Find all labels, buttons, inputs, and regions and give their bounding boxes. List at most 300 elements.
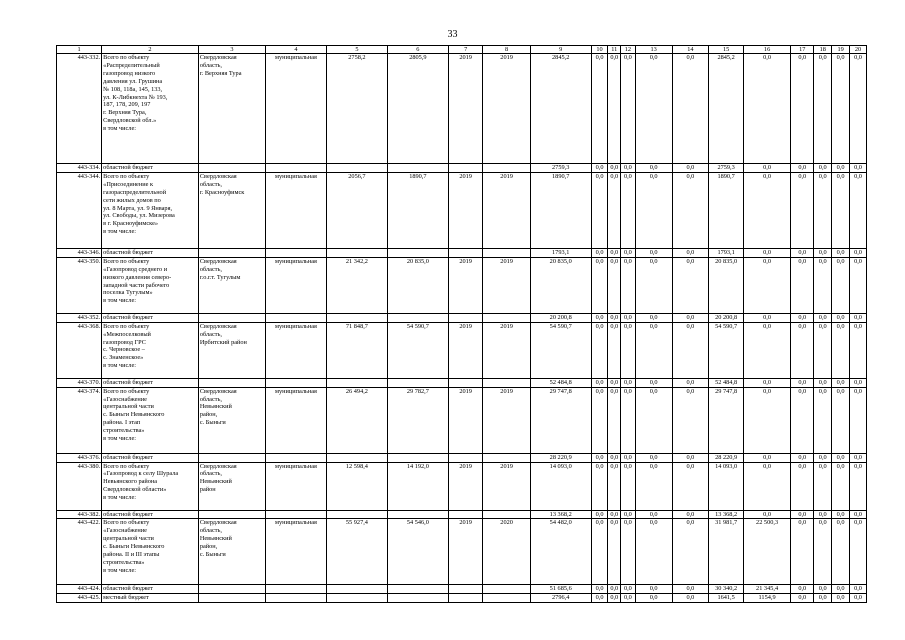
table-cell [483, 313, 530, 322]
row-code: 443-368. [57, 322, 102, 378]
table-cell: 2019 [483, 387, 530, 453]
table-cell: 0,0 [635, 322, 672, 378]
table-cell: 0,0 [832, 313, 850, 322]
table-cell: 2758,2 [326, 54, 387, 164]
table-cell: 0,0 [621, 594, 636, 603]
row-code: 443-370. [57, 378, 102, 387]
table-cell [483, 510, 530, 519]
table-cell: 0,0 [814, 510, 832, 519]
table-cell: 0,0 [672, 462, 709, 510]
table-row [57, 313, 867, 322]
table-cell [326, 313, 387, 322]
table-cell [483, 585, 530, 594]
row-code: 443-424. [57, 585, 102, 594]
table-cell: 0,0 [608, 322, 621, 378]
table-cell: 0,0 [814, 387, 832, 453]
table-cell: 0,0 [850, 378, 867, 387]
object-name: областной бюджет [102, 378, 199, 387]
table-cell: 0,0 [621, 462, 636, 510]
table-cell: 0,0 [832, 378, 850, 387]
table-cell: 0,0 [621, 453, 636, 462]
column-number: 11 [608, 46, 621, 54]
table-cell [448, 378, 483, 387]
table-cell: 0,0 [791, 164, 814, 173]
table-cell: 0,0 [621, 172, 636, 248]
table-cell [387, 585, 448, 594]
table-cell: муниципальная [266, 172, 327, 248]
table-cell: 0,0 [832, 322, 850, 378]
table-cell: 0,0 [832, 510, 850, 519]
table-row [57, 387, 867, 453]
table-cell: 2805,9 [387, 54, 448, 164]
table-cell: Свердловская область, Невьянский район [198, 462, 265, 510]
object-name: Всего по объекту «Межпоселковый газопровод ГРС с. Черновское – с. Знаменское» в том числе: [102, 322, 199, 378]
column-number: 10 [591, 46, 608, 54]
row-code: 443-344. [57, 172, 102, 248]
table-cell: 1890,7 [387, 172, 448, 248]
table-cell [198, 378, 265, 387]
table-cell: 0,0 [814, 54, 832, 164]
object-name: Всего по объекту «Присоединение к газораспределительной сети жилых домов по ул. 8 Марта, ул. 9 Января, ул. Свободы, ул. Мизерова в г. Красноуфимске» в том числе: [102, 172, 199, 248]
table-cell: 28 220,9 [530, 453, 591, 462]
table-cell: 54 482,0 [530, 519, 591, 585]
table-cell: 0,0 [635, 462, 672, 510]
table-cell: 0,0 [635, 519, 672, 585]
table-cell: 0,0 [591, 313, 608, 322]
table-cell: 0,0 [850, 387, 867, 453]
table-cell [326, 510, 387, 519]
column-number: 17 [791, 46, 814, 54]
table-cell: 0,0 [591, 510, 608, 519]
table-cell: 0,0 [832, 164, 850, 173]
table-cell: 2845,2 [709, 54, 744, 164]
table-cell: 0,0 [621, 378, 636, 387]
table-cell [198, 453, 265, 462]
table-cell: 2019 [448, 322, 483, 378]
table-cell: 0,0 [814, 248, 832, 257]
table-cell: 0,0 [635, 453, 672, 462]
table-cell: 12 598,4 [326, 462, 387, 510]
table-cell: 1890,7 [530, 172, 591, 248]
budget-table [56, 45, 867, 603]
row-code: 443-352. [57, 313, 102, 322]
table-cell: 0,0 [791, 510, 814, 519]
object-name: областной бюджет [102, 313, 199, 322]
table-cell: 0,0 [850, 462, 867, 510]
table-row [57, 462, 867, 510]
table-cell: 0,0 [608, 594, 621, 603]
table-cell: 20 200,8 [709, 313, 744, 322]
object-name: областной бюджет [102, 510, 199, 519]
table-cell [198, 585, 265, 594]
table-cell: 0,0 [832, 585, 850, 594]
table-cell [448, 164, 483, 173]
table-cell: 0,0 [814, 462, 832, 510]
table-cell: 0,0 [814, 594, 832, 603]
table-cell: 22 500,3 [743, 519, 790, 585]
table-cell: 31 981,7 [709, 519, 744, 585]
table-cell: 54 546,0 [387, 519, 448, 585]
table-cell: 0,0 [814, 585, 832, 594]
table-cell: 0,0 [850, 172, 867, 248]
table-cell: 0,0 [672, 257, 709, 313]
table-cell: 2019 [448, 462, 483, 510]
column-number: 3 [198, 46, 265, 54]
table-cell [448, 313, 483, 322]
table-cell: Свердловская область, Невьянский район, с. Быньги [198, 519, 265, 585]
column-number: 9 [530, 46, 591, 54]
table-cell [198, 510, 265, 519]
table-cell: 0,0 [832, 248, 850, 257]
table-cell: 71 848,7 [326, 322, 387, 378]
table-cell [326, 164, 387, 173]
table-cell: 0,0 [672, 248, 709, 257]
table-cell: 0,0 [743, 257, 790, 313]
column-number: 5 [326, 46, 387, 54]
table-cell: 0,0 [672, 594, 709, 603]
table-cell: 20 835,0 [387, 257, 448, 313]
table-cell: 0,0 [635, 313, 672, 322]
table-cell: 0,0 [814, 313, 832, 322]
table-cell: 51 685,6 [530, 585, 591, 594]
page-number: 33 [447, 29, 458, 40]
table-cell: 2019 [448, 519, 483, 585]
table-cell: 0,0 [635, 387, 672, 453]
table-cell: 0,0 [672, 54, 709, 164]
table-cell: 0,0 [621, 54, 636, 164]
table-cell [198, 164, 265, 173]
table-cell: 2019 [448, 257, 483, 313]
object-name: Всего по объекту «Газопровод к селу Шурала Невьянского района Свердловской области» в том числе: [102, 462, 199, 510]
table-cell: 0,0 [591, 387, 608, 453]
table-cell: 2019 [483, 462, 530, 510]
object-name: Всего по объекту «Газоснабжение центральной части с. Быньги Невьянского района. I этап строительства» в том числе: [102, 387, 199, 453]
table-cell: муниципальная [266, 387, 327, 453]
table-cell: 2019 [483, 322, 530, 378]
table-cell: 14 192,0 [387, 462, 448, 510]
table-cell: 52 484,8 [530, 378, 591, 387]
table-cell: 0,0 [743, 164, 790, 173]
object-name: областной бюджет [102, 164, 199, 173]
row-code: 443-332. [57, 54, 102, 164]
table-cell: 0,0 [591, 585, 608, 594]
table-cell: 0,0 [850, 453, 867, 462]
table-cell: 0,0 [814, 453, 832, 462]
row-code: 443-374. [57, 387, 102, 453]
table-cell: 29 747,8 [709, 387, 744, 453]
table-cell: муниципальная [266, 54, 327, 164]
table-cell: 0,0 [672, 164, 709, 173]
table-cell [266, 164, 327, 173]
table-cell: 0,0 [635, 54, 672, 164]
table-cell: 0,0 [608, 248, 621, 257]
table-cell: 0,0 [608, 453, 621, 462]
table-cell: 0,0 [621, 248, 636, 257]
table-cell: 0,0 [743, 172, 790, 248]
table-cell: муниципальная [266, 257, 327, 313]
table-cell: 0,0 [743, 322, 790, 378]
table-cell [387, 453, 448, 462]
table-cell: 0,0 [591, 594, 608, 603]
table-cell: 0,0 [608, 585, 621, 594]
table-cell [448, 510, 483, 519]
table-cell: 0,0 [591, 164, 608, 173]
table-cell: 0,0 [832, 519, 850, 585]
table-cell: 0,0 [850, 164, 867, 173]
table-cell: 2845,2 [530, 54, 591, 164]
table-cell: 54 590,7 [387, 322, 448, 378]
table-cell: 0,0 [791, 313, 814, 322]
table-row [57, 585, 867, 594]
table-body [57, 46, 867, 603]
table-row [57, 164, 867, 173]
table-cell: 2056,7 [326, 172, 387, 248]
table-cell: 0,0 [608, 54, 621, 164]
table-cell: 0,0 [635, 594, 672, 603]
table-cell: 0,0 [791, 54, 814, 164]
table-cell: 0,0 [791, 453, 814, 462]
table-cell: 0,0 [591, 257, 608, 313]
table-cell: 0,0 [608, 378, 621, 387]
table-cell: 0,0 [791, 248, 814, 257]
table-cell [387, 313, 448, 322]
table-cell [266, 453, 327, 462]
table-cell: 2019 [483, 257, 530, 313]
table-cell: 0,0 [635, 378, 672, 387]
table-cell: 0,0 [635, 257, 672, 313]
table-row [57, 378, 867, 387]
table-cell: 0,0 [621, 519, 636, 585]
table-cell [483, 453, 530, 462]
table-cell [387, 164, 448, 173]
table-cell: 0,0 [621, 510, 636, 519]
row-code: 443-425. [57, 594, 102, 603]
table-cell: 0,0 [591, 519, 608, 585]
table-row [57, 322, 867, 378]
table-cell: 0,0 [621, 257, 636, 313]
column-number: 2 [102, 46, 199, 54]
row-code: 443-422. [57, 519, 102, 585]
table-cell [326, 594, 387, 603]
table-cell: 0,0 [832, 453, 850, 462]
table-cell: 0,0 [591, 248, 608, 257]
table-cell: 0,0 [672, 519, 709, 585]
table-cell: 0,0 [635, 510, 672, 519]
table-cell: 0,0 [672, 322, 709, 378]
table-cell: 0,0 [832, 462, 850, 510]
table-cell: 2759,3 [530, 164, 591, 173]
table-cell: 0,0 [791, 594, 814, 603]
table-cell [266, 378, 327, 387]
table-cell: Свердловская область, г.о.г.т. Тугулым [198, 257, 265, 313]
table-cell: 29 782,7 [387, 387, 448, 453]
column-number: 4 [266, 46, 327, 54]
table-cell: 13 368,2 [530, 510, 591, 519]
table-cell: 0,0 [591, 378, 608, 387]
table-cell: 0,0 [608, 172, 621, 248]
table-cell [266, 248, 327, 257]
table-cell: 2020 [483, 519, 530, 585]
table-row [57, 519, 867, 585]
table-cell: 0,0 [850, 54, 867, 164]
table-cell: 0,0 [608, 164, 621, 173]
row-code: 443-376. [57, 453, 102, 462]
column-number: 1 [57, 46, 102, 54]
table-cell: 0,0 [672, 172, 709, 248]
table-cell: 0,0 [814, 164, 832, 173]
table-cell: 0,0 [791, 585, 814, 594]
table-cell [483, 594, 530, 603]
table-row [57, 257, 867, 313]
table-cell: 0,0 [621, 387, 636, 453]
table-cell [448, 585, 483, 594]
table-cell: 1154,9 [743, 594, 790, 603]
table-cell: Свердловская область, г. Красноуфимск [198, 172, 265, 248]
table-cell: 26 494,2 [326, 387, 387, 453]
table-cell: 0,0 [621, 313, 636, 322]
table-cell: 0,0 [743, 248, 790, 257]
table-cell [483, 378, 530, 387]
object-name: Всего по объекту «Газопровод среднего и низкого давления северо- западной части рабочего поселка Тугулым» в том числе: [102, 257, 199, 313]
table-cell: 0,0 [635, 585, 672, 594]
table-cell [387, 378, 448, 387]
table-cell: 0,0 [791, 257, 814, 313]
table-cell: 0,0 [672, 453, 709, 462]
table-cell: 0,0 [850, 322, 867, 378]
table-cell: 2796,4 [530, 594, 591, 603]
table-cell: 0,0 [850, 257, 867, 313]
table-cell: 28 220,9 [709, 453, 744, 462]
table-cell [387, 510, 448, 519]
table-cell [266, 510, 327, 519]
table-cell: 0,0 [635, 248, 672, 257]
table-row [57, 510, 867, 519]
table-cell: 0,0 [814, 378, 832, 387]
column-number: 12 [621, 46, 636, 54]
table-cell: муниципальная [266, 462, 327, 510]
table-cell: 0,0 [791, 172, 814, 248]
table-cell [198, 248, 265, 257]
column-number: 20 [850, 46, 867, 54]
table-cell: 0,0 [743, 387, 790, 453]
table-cell: 0,0 [832, 54, 850, 164]
table-cell: 0,0 [743, 510, 790, 519]
object-name: Всего по объекту «Газоснабжение центральной части с. Быньги Невьянского района. II и III этапы строительства» в том числе: [102, 519, 199, 585]
table-cell: 0,0 [791, 519, 814, 585]
object-name: местный бюджет [102, 594, 199, 603]
table-cell: 0,0 [814, 322, 832, 378]
table-cell: 0,0 [608, 387, 621, 453]
table-cell: 0,0 [743, 378, 790, 387]
table-cell: 0,0 [591, 453, 608, 462]
table-cell: 55 927,4 [326, 519, 387, 585]
table-cell: 2019 [448, 54, 483, 164]
table-row [57, 453, 867, 462]
table-row [57, 54, 867, 164]
table-cell: 2019 [483, 54, 530, 164]
object-name: Всего по объекту «Распределительный газопровод низкого давления ул. Грушина № 108, 118а, 145, 133, ул. К-Либкнехта № 193, 187, 178, 209, 197 г. Верхняя Тура, Свердловской обл.» в том числе: [102, 54, 199, 164]
table-cell: 2019 [483, 172, 530, 248]
table-cell: 0,0 [791, 322, 814, 378]
table-cell: 0,0 [850, 313, 867, 322]
table-cell: 2759,3 [709, 164, 744, 173]
table-cell: 0,0 [743, 313, 790, 322]
table-cell: 2019 [448, 172, 483, 248]
column-number: 6 [387, 46, 448, 54]
column-number: 19 [832, 46, 850, 54]
table-cell: 0,0 [850, 248, 867, 257]
table-cell: 0,0 [672, 585, 709, 594]
table-cell [326, 453, 387, 462]
table-cell: 0,0 [814, 257, 832, 313]
object-name: областной бюджет [102, 248, 199, 257]
table-cell [483, 164, 530, 173]
table-cell: 52 484,8 [709, 378, 744, 387]
table-cell: 30 340,2 [709, 585, 744, 594]
table-cell: 0,0 [621, 322, 636, 378]
table-cell: 2019 [448, 387, 483, 453]
table-cell: 0,0 [850, 585, 867, 594]
table-cell [387, 594, 448, 603]
table-cell: 0,0 [791, 462, 814, 510]
table-cell: 0,0 [743, 462, 790, 510]
table-cell: 0,0 [608, 519, 621, 585]
table-cell: 14 093,0 [530, 462, 591, 510]
table-cell [387, 248, 448, 257]
table-cell: 20 200,8 [530, 313, 591, 322]
table-cell: 54 590,7 [709, 322, 744, 378]
table-cell: 0,0 [608, 313, 621, 322]
table-cell: 0,0 [635, 164, 672, 173]
table-cell: 54 590,7 [530, 322, 591, 378]
row-code: 443-380. [57, 462, 102, 510]
table-cell [326, 248, 387, 257]
table-cell: 0,0 [621, 585, 636, 594]
table-cell [266, 313, 327, 322]
table-cell [448, 248, 483, 257]
table-cell: 0,0 [832, 172, 850, 248]
table-cell: 0,0 [791, 387, 814, 453]
table-cell: муниципальная [266, 519, 327, 585]
table-cell: 0,0 [832, 257, 850, 313]
table-cell: 20 835,0 [530, 257, 591, 313]
table-cell: 0,0 [635, 172, 672, 248]
table-cell: 0,0 [814, 172, 832, 248]
table-cell: 0,0 [621, 164, 636, 173]
table-cell [266, 594, 327, 603]
table-cell: 0,0 [672, 313, 709, 322]
table-cell: 0,0 [591, 172, 608, 248]
table-cell: 0,0 [743, 54, 790, 164]
row-code: 443-350. [57, 257, 102, 313]
table-cell: муниципальная [266, 322, 327, 378]
table-cell: 1641,5 [709, 594, 744, 603]
table-cell: 1793,1 [530, 248, 591, 257]
table-cell: 0,0 [850, 510, 867, 519]
header-row [57, 46, 867, 54]
table-cell: 1890,7 [709, 172, 744, 248]
table-cell: 0,0 [850, 519, 867, 585]
table-cell: 29 747,8 [530, 387, 591, 453]
object-name: областной бюджет [102, 585, 199, 594]
table-cell [326, 378, 387, 387]
table-cell: 13 368,2 [709, 510, 744, 519]
table-cell: 0,0 [672, 387, 709, 453]
table-row [57, 594, 867, 603]
table-cell: 0,0 [608, 510, 621, 519]
table-cell: Свердловская область, Невьянский район, с. Быньги [198, 387, 265, 453]
table-cell [266, 585, 327, 594]
